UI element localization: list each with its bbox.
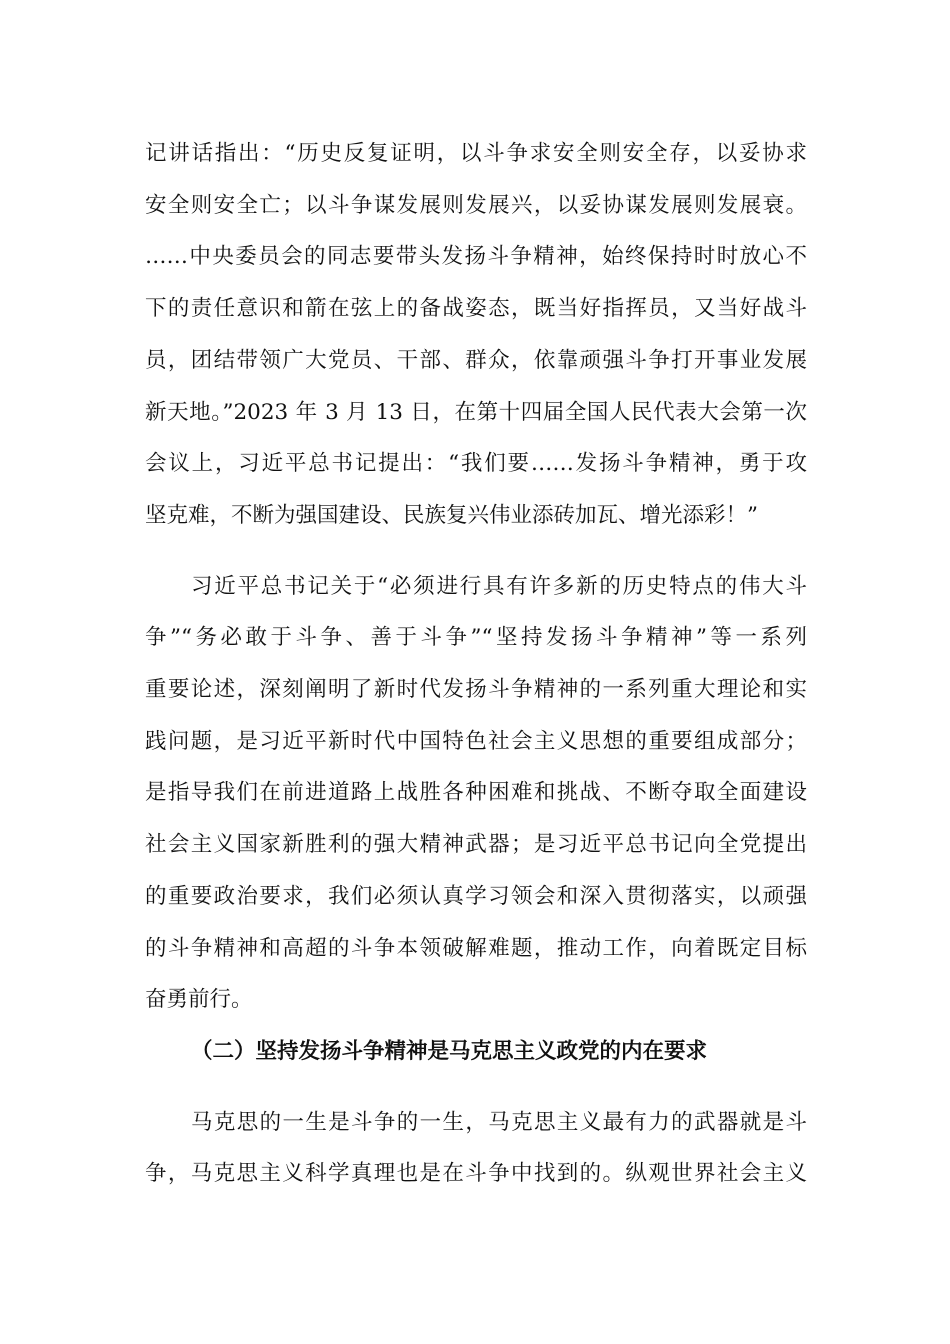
paragraph-important-expositions xyxy=(145,561,807,1026)
text-line: 践问题，是习近平新时代中国特色社会主义思想的重要组成部分； xyxy=(145,728,807,754)
text-line: 会议上，习近平总书记提出：“我们要……发扬斗争精神，勇于攻 xyxy=(145,451,807,477)
text-line: 的斗争精神和高超的斗争本领破解难题，推动工作，向着既定目标 xyxy=(145,935,807,961)
text-line: 的重要政治要求，我们必须认真学习领会和深入贯彻落实，以顽强 xyxy=(145,883,807,909)
text-line: 新天地。”2023 年 3 月 13 日，在第十四届全国人民代表大会第一次 xyxy=(145,399,807,425)
text-line: 马克思的一生是斗争的一生，马克思主义最有力的武器就是斗 xyxy=(191,1109,807,1135)
text-line: 重要论述，深刻阐明了新时代发扬斗争精神的一系列重大理论和实 xyxy=(145,677,807,703)
text-line: 争，马克思主义科学真理也是在斗争中找到的。纵观世界社会主义 xyxy=(145,1161,807,1187)
text-line: 是指导我们在前进道路上战胜各种困难和挑战、不断夺取全面建设 xyxy=(145,780,807,806)
text-line: 下的责任意识和箭在弦上的备战姿态，既当好指挥员，又当好战斗 xyxy=(145,296,807,322)
text-line: 安全则安全亡；以斗争谋发展则发展兴，以妥协谋发展则发展衰。 xyxy=(145,192,807,218)
text-line: 争”“务必敢于斗争、善于斗争”“坚持发扬斗争精神”等一系列 xyxy=(145,625,807,651)
text-line: 员，团结带领广大党员、干部、群众，依靠顽强斗争打开事业发展 xyxy=(145,347,807,373)
text-line: 奋勇前行。 xyxy=(145,987,253,1013)
text-line: 坚克难，不断为强国建设、民族复兴伟业添砖加瓦、增光添彩！” xyxy=(145,502,758,528)
paragraph-quote-continuation xyxy=(145,128,807,542)
text-line: 社会主义国家新胜利的强大精神武器；是习近平总书记向全党提出 xyxy=(145,832,807,858)
document-page xyxy=(145,128,807,1200)
text-line: 记讲话指出：“历史反复证明，以斗争求安全则安全存，以妥协求 xyxy=(145,141,807,166)
text-line: 习近平总书记关于“必须进行具有许多新的历史特点的伟大斗 xyxy=(191,573,807,599)
section-heading: （二）坚持发扬斗争精神是马克思主义政党的内在要求 xyxy=(191,1038,708,1064)
paragraph-marx-struggle xyxy=(145,1097,807,1200)
text-line: ……中央委员会的同志要带头发扬斗争精神，始终保持时时放心不 xyxy=(145,244,807,270)
